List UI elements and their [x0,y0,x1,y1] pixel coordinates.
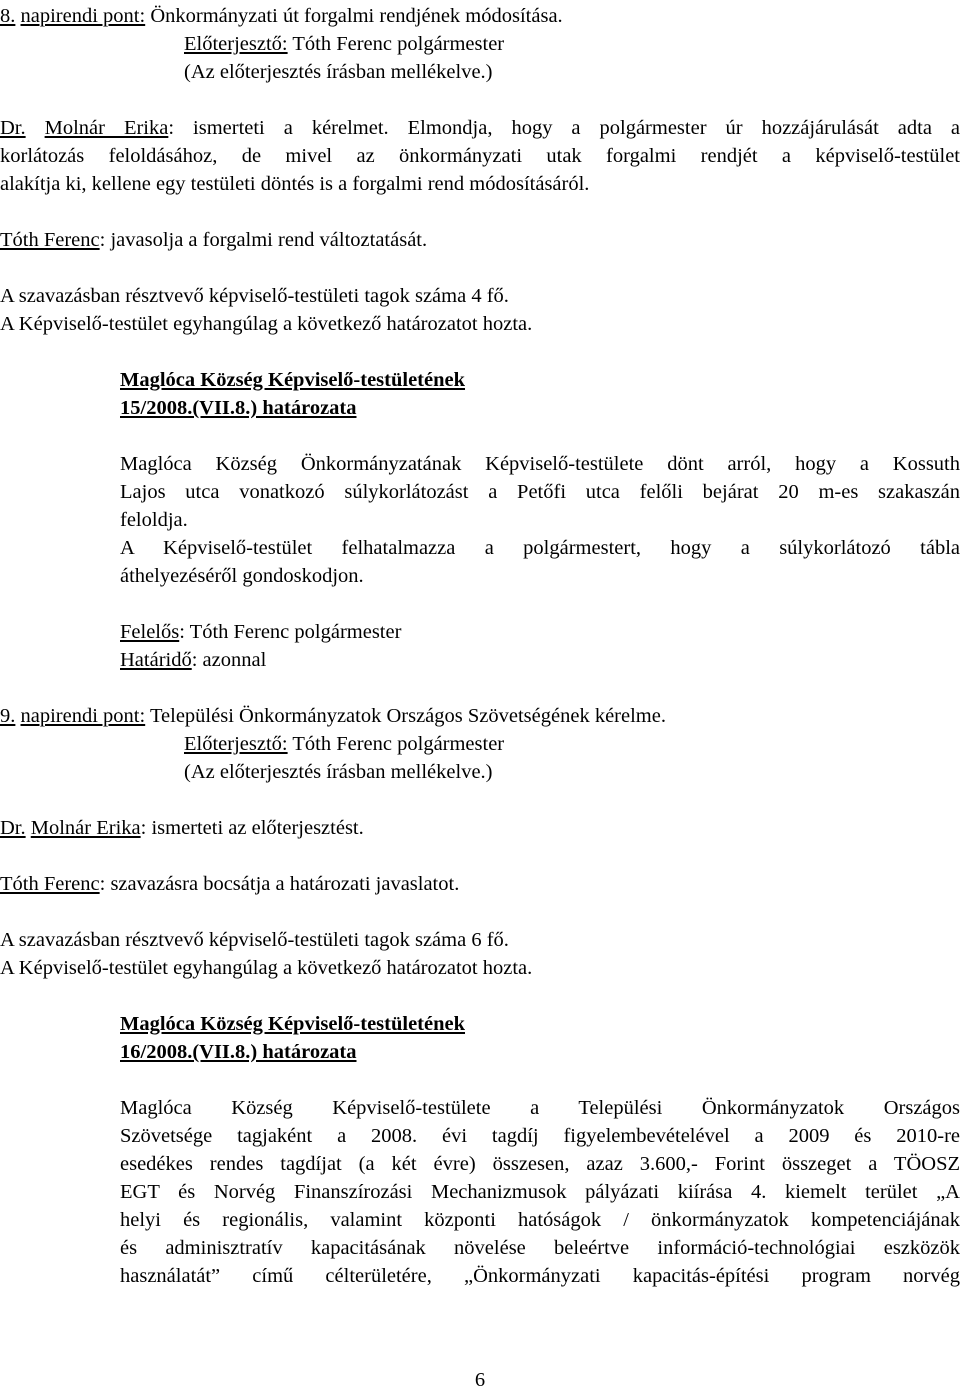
item9-presenter-value: Tóth Ferenc polgármester [292,733,505,755]
item8-title: Önkormányzati út forgalmi rendjének módosítása. [150,5,563,27]
item9-heading [0,702,666,730]
item9-resolution-line: EGT és Norvég Finanszírozási Mechanizmusok pályázati kiírása 4. kiemelt terület „A [120,1181,960,1203]
item8-deadline-value: : azonnal [191,649,267,671]
item9-presenter [184,730,504,758]
item9-speaker1-text: : ismerteti az előterjesztést. [140,817,364,839]
item8-speaker2-text: : javasolja a forgalmi rend változtatását. [99,229,428,251]
item9-resolution-line: használatát” című célterületére, „Önkormányzati kapacitás-építési program norvég [120,1265,960,1287]
item8-responsible-value: : Tóth Ferenc polgármester [179,621,402,643]
item9-resolution-line: Szövetsége tagjaként a 2008. évi tagdíj figyelembevételével a 2009 és 2010-re [120,1125,960,1147]
item8-vote-count: A szavazásban résztvevő képviselő-testületi tagok száma 4 fő. [0,285,509,307]
item8-speaker1-paragraph [0,114,960,198]
item9-resolution-header2: 16/2008.(VII.8.) határozata [120,1041,357,1063]
item8-resolution-header1: Maglóca Község Képviselő-testületének [120,369,466,391]
item8-resolution-line3: feloldja. [120,509,188,531]
item8-responsible-label: Felelős [120,621,180,643]
item9-resolution-line: és adminisztratív kapacitásának növelése beleértve információ-technológiai eszközök [120,1237,960,1259]
item9-attachment-note: (Az előterjesztés írásban mellékelve.) [184,761,493,783]
item8-resolution-line1: Maglóca Község Önkormányzatának Képviselő-testülete dönt arról, hogy a Kossuth [120,453,960,475]
item9-title: Települési Önkormányzatok Országos Szövetségének kérelme. [149,705,666,727]
item8-deadline [120,646,266,674]
item8-responsible [120,618,401,646]
item9-speaker2-name: Tóth Ferenc [0,873,100,895]
item8-speaker1-line3: alakítja ki, kellene egy testületi döntés is a forgalmi rend módosításáról. [0,173,590,195]
item9-resolution-line: helyi és regionális, valamint központi hatóságok / önkormányzatok kompetenciájának [120,1209,960,1231]
item8-resolution-header2: 15/2008.(VII.8.) határozata [120,397,357,419]
item9-speaker1-prefix: Dr. [0,817,26,839]
item8-presenter-label: Előterjesztő: [184,33,288,55]
item8-speaker1-text: : ismerteti a kérelmet. Elmondja, hogy a polgármester úr hozzájárulását adta a [168,117,960,139]
item9-number: 9. [0,705,16,727]
item8-speaker1-name: Molnár Erika [44,117,169,139]
item8-heading [0,2,563,30]
item8-presenter-value: Tóth Ferenc polgármester [292,33,505,55]
item8-speaker2-name: Tóth Ferenc [0,229,100,251]
item9-napirendi-label: napirendi pont: [20,705,146,727]
item9-speaker2 [0,870,459,898]
item8-resolution-body [120,450,960,590]
item8-resolution-line2: Lajos utca vonatkozó súlykorlátozást a Petőfi utca felőli bejárat 20 m-es szakaszán [120,481,960,503]
item9-speaker1 [0,814,364,842]
item8-speaker2 [0,226,427,254]
item8-deadline-label: Határidő [120,649,192,671]
item8-napirendi-label: napirendi pont: [20,5,146,27]
item9-vote-count: A szavazásban résztvevő képviselő-testületi tagok száma 6 fő. [0,929,509,951]
item8-attachment-note: (Az előterjesztés írásban mellékelve.) [184,61,493,83]
item9-resolution-line: esedékes rendes tagdíjat (a két évre) összesen, azaz 3.600,- Forint összeget a TÖOSZ [120,1153,960,1175]
item9-resolution-line: Maglóca Község Képviselő-testülete a Települési Önkormányzatok Országos [120,1097,960,1119]
item8-number: 8. [0,5,16,27]
item8-speaker1-line1 [0,114,960,142]
item9-speaker2-text: : szavazásra bocsátja a határozati javaslatot. [99,873,460,895]
item8-vote-result: A Képviselő-testület egyhangúlag a következő határozatot hozta. [0,313,533,335]
item9-presenter-label: Előterjesztő: [184,733,288,755]
item9-vote-result: A Képviselő-testület egyhangúlag a következő határozatot hozta. [0,957,533,979]
item9-resolution-body [120,1094,960,1290]
item8-resolution-line4: A Képviselő-testület felhatalmazza a polgármestert, hogy a súlykorlátozó tábla [120,537,960,559]
item8-resolution-line5: áthelyezéséről gondoskodjon. [120,565,364,587]
item8-presenter [184,30,504,58]
item8-speaker1-line2: korlátozás feloldásához, de mivel az önkormányzati utak forgalmi rendjét a képviselő-testület [0,145,960,167]
page-number: 6 [474,1369,486,1391]
item9-speaker1-name: Molnár Erika [30,817,141,839]
item9-resolution-header1: Maglóca Község Képviselő-testületének [120,1013,466,1035]
item8-speaker1-prefix: Dr. [0,117,26,139]
